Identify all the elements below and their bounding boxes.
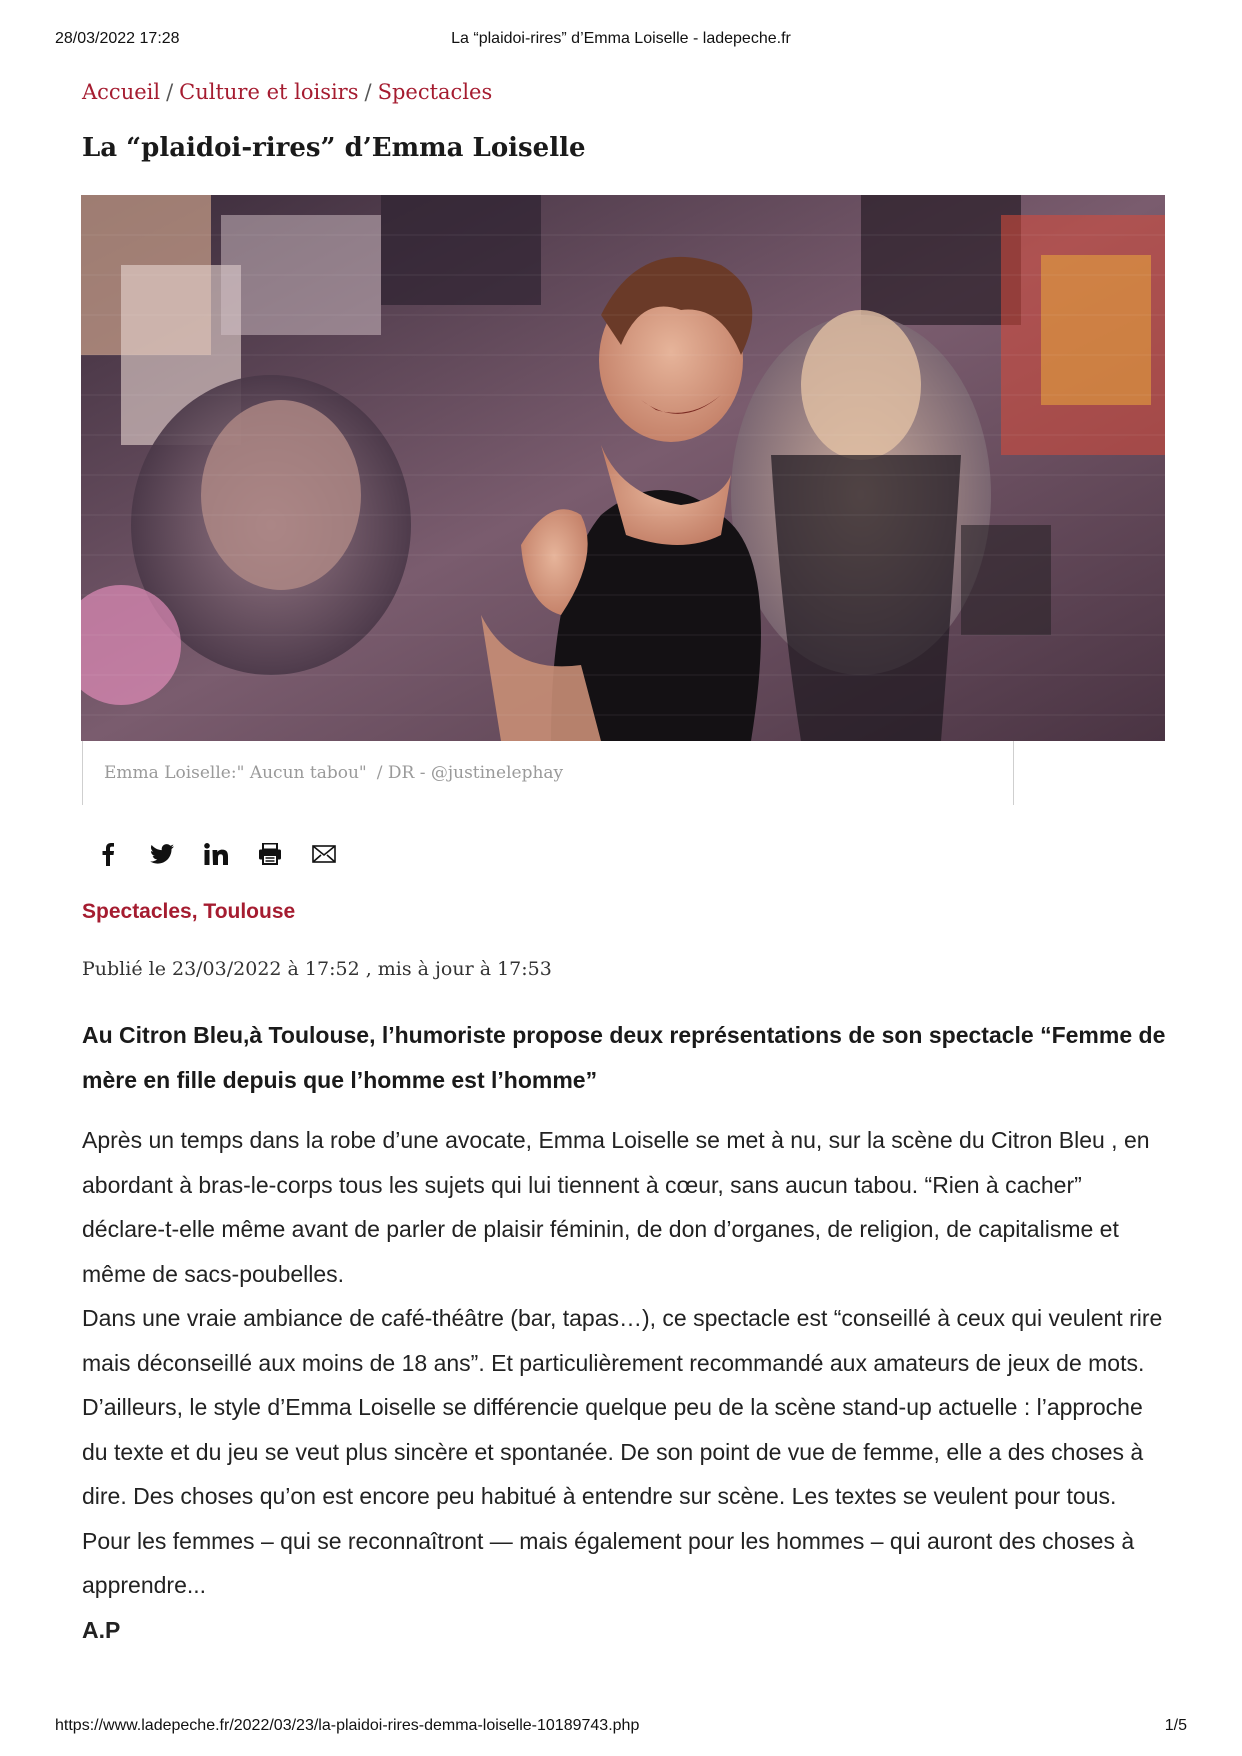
article-body [82,1118,1166,1652]
twitter-icon[interactable] [144,836,180,872]
image-caption [104,763,563,783]
breadcrumb-spectacles-link[interactable]: Spectacles [377,80,493,104]
body-paragraph: Après un temps dans la robe d’une avocate, Emma Loiselle se met à nu, sur la scène du Citron Bleu , en abordant à bras-le-corps tous les sujets qui lui tiennent à cœur, sans aucun tabou. “Rien à cacher” déclare-t-elle même avant de parler de plaisir féminin, de don d’organes, de religion, de capitalisme et même de sacs-poubelles. [82,1127,1150,1287]
print-icon[interactable] [252,836,288,872]
tag-toulouse-link[interactable]: Toulouse [203,900,296,923]
email-icon[interactable] [306,836,342,872]
print-page-number: 1/5 [1164,1717,1187,1734]
article-author: A.P [82,1616,121,1643]
publish-date: Publié le 23/03/2022 à 17:52 , mis à jour à 17:53 [82,958,552,980]
hero-photo [81,195,1165,741]
breadcrumb-home-link[interactable]: Accueil [82,80,161,104]
caption-credit: / DR - @justinelephay [376,763,564,783]
article-lead: Au Citron Bleu,à Toulouse, l’humoriste propose deux représentations de son spectacle “Femme de mère en fille depuis que l’homme est l’homme” [82,1022,1166,1093]
breadcrumb-separator: / [166,80,174,104]
body-paragraph: Dans une vraie ambiance de café-théâtre (bar, tapas…), ce spectacle est “conseillé à ceux qui veulent rire mais déconseillé aux moins de 18 ans”. Et particulièrement recommandé aux amateurs de jeux de mots. D’ailleurs, le style d’Emma Loiselle se différencie quelque peu de la scène stand-up actuelle : l’approche du texte et du jeu se veut plus sincère et spontanée. De son point de vue de femme, elle a des choses à dire. Des choses qu’on est encore peu habitué à entendre sur scène. Les textes se veulent pour tous. Pour les femmes – qui se reconnaîtront — mais également pour les hommes – qui auront des choses à apprendre... [82,1305,1163,1598]
breadcrumb-separator: / [364,80,372,104]
breadcrumb [82,80,492,104]
breadcrumb-culture-link[interactable]: Culture et loisirs [179,80,359,104]
article-hero-image [81,195,1165,741]
caption-text: Emma Loiselle:" Aucun tabou" [104,763,367,783]
image-caption-box [82,741,1014,805]
print-url: https://www.ladepeche.fr/2022/03/23/la-plaidoi-rires-demma-loiselle-10189743.php [55,1717,640,1734]
facebook-icon[interactable] [90,836,126,872]
print-page-title: La “plaidoi-rires” d’Emma Loiselle - ladepeche.fr [451,30,791,47]
article-tags: Spectacles, Toulouse [82,900,296,923]
tag-spectacles-link[interactable]: Spectacles [82,900,192,923]
article-title: La “plaidoi-rires” d’Emma Loiselle [82,133,586,163]
print-datetime: 28/03/2022 17:28 [55,30,180,47]
caption-notch [1012,741,1166,747]
linkedin-icon[interactable] [198,836,234,872]
